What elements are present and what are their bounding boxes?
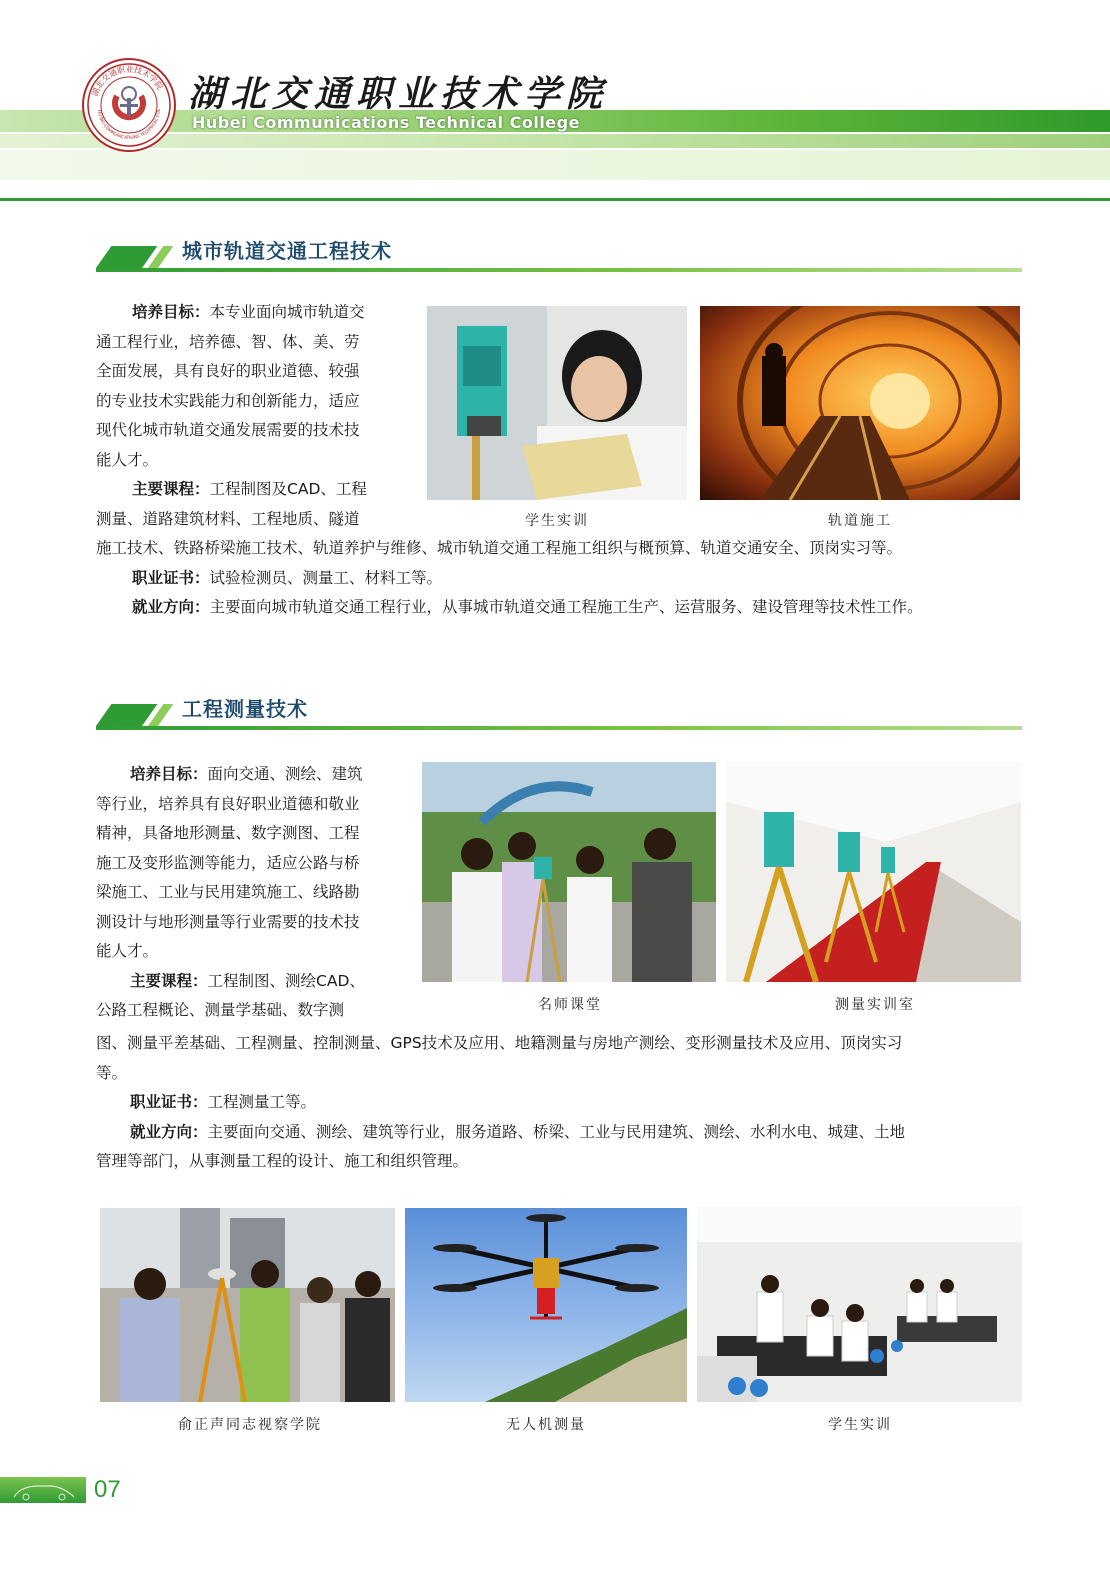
svg-text:湖北交通职业技术学院: 湖北交通职业技术学院 — [90, 64, 165, 98]
section1-heading — [96, 236, 1022, 272]
section2-cert-label: 职业证书： — [130, 1093, 208, 1111]
lab-classroom-illustration — [697, 1206, 1022, 1402]
header-band-light — [0, 150, 1110, 180]
section2-goal-line: 等行业，培养具有良好职业道德和敬业 — [96, 794, 360, 813]
heading-accent-dark — [96, 246, 157, 268]
teacher-students-illustration — [422, 762, 716, 982]
section2-career-label: 就业方向： — [130, 1122, 208, 1141]
photo-drone-survey — [405, 1208, 687, 1402]
survey-instruments-row-illustration — [726, 762, 1021, 982]
section1-goal-line: 能人才。 — [96, 450, 159, 469]
section2-goal-line: 梁施工、工业与民用建筑施工、线路勘 — [96, 883, 360, 901]
caption-survey-lab: 测量实训室 — [835, 997, 915, 1013]
section2-cert-text: 工程测量工等。 — [207, 1093, 317, 1111]
school-name-en: Hubei Communications Technical College — [192, 113, 580, 132]
car-outline-icon — [0, 1477, 86, 1503]
section1-course-line: 工程制图及CAD、工程 — [209, 480, 367, 498]
caption-drone-survey: 无人机测量 — [506, 1417, 586, 1433]
section2-course-line: 图、测量平差基础、工程测量、控制测量、GPS技术及应用、地籍测量与房地产测绘、变形测量技术及应用、顶岗实习 — [96, 1034, 903, 1052]
section1-goal-line: 现代化城市轨道交通发展需要的技术技 — [96, 421, 360, 439]
inspection-crowd-illustration — [100, 1208, 395, 1402]
caption-inspection-visit: 俞正声同志视察学院 — [178, 1417, 322, 1433]
heading-underline — [96, 268, 1022, 272]
section2-course-line: 等。 — [96, 1063, 128, 1082]
section2-goal-line: 施工及变形监测等能力，适应公路与桥 — [96, 853, 360, 872]
section2-career-line: 管理等部门，从事测量工程的设计、施工和组织管理。 — [96, 1152, 469, 1170]
heading-accent-dark — [96, 704, 157, 726]
caption-lab-training: 学生实训 — [828, 1417, 892, 1433]
section2-heading — [96, 694, 1022, 730]
caption-master-classroom: 名师课堂 — [538, 997, 602, 1013]
section2-course-label: 主要课程： — [130, 971, 208, 990]
svg-text:HU BEI COMMUNICATIONS TECHNICA: HU BEI COMMUNICATIONS TECHNICAL COL — [96, 108, 163, 142]
photo-survey-lab — [726, 762, 1021, 982]
section2-goal-block — [96, 760, 406, 1026]
page-number: 07 — [94, 1476, 121, 1503]
photo-master-classroom — [422, 762, 716, 982]
section1-goal-label: 培养目标： — [132, 303, 210, 321]
section2-goal-line: 能人才。 — [96, 942, 159, 960]
section1-course-line: 施工技术、铁路桥梁施工技术、轨道养护与维修、城市轨道交通工程施工组织与概预算、轨道交通安全、顶岗实习等。 — [96, 539, 903, 557]
section1-goal-block — [96, 298, 416, 534]
section1-full-block — [96, 534, 1036, 623]
section2-goal-line: 测设计与地形测量等行业需要的技术技 — [96, 912, 360, 931]
section2-title: 工程测量技术 — [182, 697, 308, 721]
section1-career-label: 就业方向： — [132, 598, 210, 616]
photo-student-training — [427, 306, 687, 500]
section1-course-label: 主要课程： — [132, 480, 210, 498]
drone-icon — [405, 1208, 687, 1402]
section1-title: 城市轨道交通工程技术 — [182, 239, 392, 263]
section1-goal-line: 通工程行业，培养德、智、体、美、劳 — [96, 332, 360, 351]
section1-goal-line: 的专业技术实践能力和创新能力，适应 — [96, 391, 360, 410]
section1-cert-text: 试验检测员、测量工、材料工等。 — [209, 568, 443, 587]
photo-inspection-visit — [100, 1208, 395, 1402]
section2-goal-label: 培养目标： — [130, 765, 208, 783]
section1-goal-line: 全面发展，具有良好的职业道德、较强 — [96, 362, 360, 380]
section2-full-block — [96, 1029, 1036, 1177]
section2-goal-line: 面向交通、测绘、建筑 — [207, 765, 363, 783]
section1-course-line: 测量、道路建筑材料、工程地质、隧道 — [96, 509, 360, 528]
school-name-cn: 湖北交通职业技术学院 — [188, 73, 609, 115]
caption-track-construction: 轨道施工 — [828, 513, 892, 529]
section2-course-line: 工程制图、测绘CAD、 — [207, 971, 365, 990]
section2-course-line: 公路工程概论、测量学基础、数字测 — [96, 1001, 345, 1019]
section1-cert-label: 职业证书： — [132, 568, 210, 587]
caption-student-training: 学生实训 — [525, 513, 589, 529]
header-rule — [0, 198, 1110, 201]
tunnel-illustration — [700, 306, 1020, 500]
photo-lab-training — [697, 1206, 1022, 1402]
section2-goal-line: 精神，具备地形测量、数字测图、工程 — [96, 824, 360, 842]
section1-goal-line: 本专业面向城市轨道交 — [209, 303, 365, 321]
student-with-instrument-illustration — [427, 306, 687, 500]
college-logo — [82, 58, 176, 152]
section2-career-line: 主要面向交通、测绘、建筑等行业，服务道路、桥梁、工业与民用建筑、测绘、水利水电、城建、土地 — [207, 1122, 906, 1141]
heading-underline — [96, 726, 1022, 730]
photo-track-construction — [700, 306, 1020, 500]
logo-emblem-icon — [84, 60, 174, 150]
section1-career-text: 主要面向城市轨道交通工程行业，从事城市轨道交通工程施工生产、运营服务、建设管理等技术性工作。 — [209, 598, 923, 616]
footer-bar — [0, 1477, 86, 1503]
